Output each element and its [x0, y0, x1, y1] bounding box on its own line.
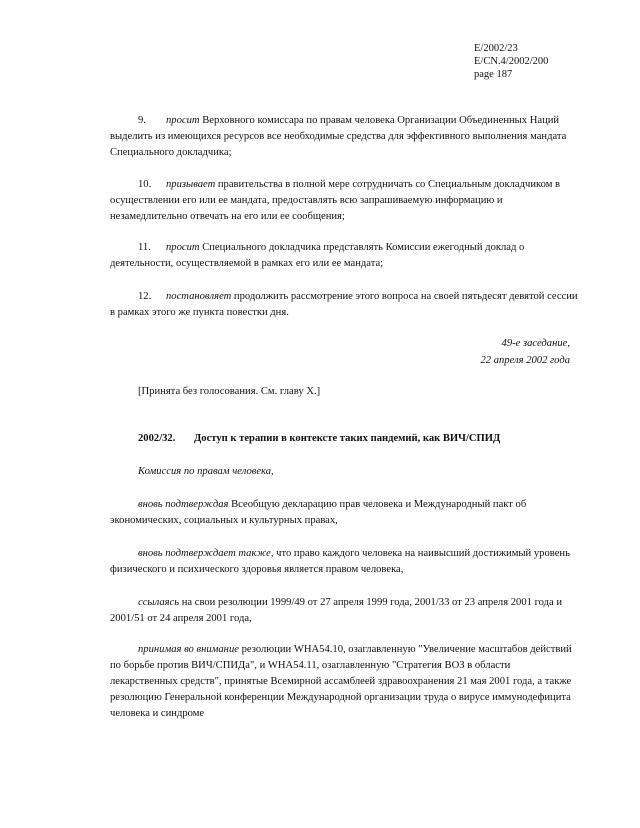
paragraph-text: Верховного комиссара по правам человека Организации Объединенных Наций выделить из имеющихся ресурсов все необходимые средства для эффективного выполнения мандата Специального докладчика;: [110, 115, 567, 158]
operative-paragraph-9: [110, 113, 580, 161]
meeting-date: 22 апреля 2002 года: [480, 355, 570, 366]
preamble-text: резолюции WHA54.10, озаглавленную "Увеличение масштабов действий по борьбе против ВИЧ/СПИДа", и WHA54.11, озаглавленную "Стратегия ВОЗ в области лекарственных средств", принятые Всемирной ассамблеей здравоохранения 21 мая 2001 года, а также резолюцию Генеральной конференции Международной организации труда о вирусе иммунодефицита человека и синдроме: [110, 644, 572, 719]
paragraph-text: правительства в полной мере сотрудничать со Специальным докладчиком в осуществлении его или ее мандата, предоставлять всю запрашиваемую информацию и незамедлительно отвечать на его или ее сообщения;: [110, 179, 561, 222]
preamble-verb: принимая во внимание: [138, 644, 239, 655]
preamble-paragraph-1: [110, 497, 580, 529]
operative-paragraph-10: [110, 177, 580, 225]
operative-paragraph-12: [110, 289, 580, 321]
resolution-heading: Доступ к терапии в контексте таких пандемий, как ВИЧ/СПИД: [194, 433, 501, 444]
operative-paragraph-11: [110, 240, 580, 272]
doc-symbol-1: E/2002/23: [474, 43, 518, 54]
operative-verb: постановляет: [166, 291, 232, 302]
operative-verb: просит: [166, 242, 200, 253]
preamble-verb: вновь подтверждая: [138, 499, 229, 510]
page-number: page 187: [474, 69, 513, 80]
paragraph-number: 9.: [138, 115, 146, 126]
preamble-paragraph-4: [110, 642, 580, 722]
paragraph-text: Специального докладчика представлять Комиссии ежегодный доклад о деятельности, осуществляемой в рамках его или ее мандата;: [110, 242, 525, 269]
meeting-signature: [480, 335, 570, 369]
resolution-title: [138, 433, 500, 444]
preamble-paragraph-2: [110, 546, 580, 578]
operative-verb: призывает: [166, 179, 216, 190]
preamble-text: на свои резолюции 1999/49 от 27 апреля 1999 года, 2001/33 от 23 апреля 2001 года и 2001/51 от 24 апреля 2001 года,: [110, 597, 563, 624]
resolution-number: 2002/32.: [138, 433, 176, 444]
preamble-text: , что право каждого человека на наивысший достижимый уровень физического и психического здоровья является правом человека,: [110, 548, 570, 575]
paragraph-number: 12.: [138, 291, 152, 302]
preamble-verb: ссылаясь: [138, 597, 180, 608]
adoption-note: [Принята без голосования. См. главу X.]: [138, 386, 321, 397]
doc-symbol-2: E/CN.4/2002/200: [474, 56, 549, 67]
preamble-text: Всеобщую декларацию прав человека и Международный пакт об экономических, социальных и культурных правах,: [110, 499, 527, 526]
preamble-verb: вновь подтверждает также: [138, 548, 271, 559]
preamble-paragraph-3: [110, 595, 580, 627]
paragraph-number: 11.: [138, 242, 151, 253]
meeting-number: 49-е заседание,: [501, 338, 570, 349]
commission-line: Комиссия по правам человека,: [138, 466, 274, 477]
paragraph-text: продолжить рассмотрение этого вопроса на своей пятьдесят девятой сессии в рамках этого же пункта повестки дня.: [110, 291, 578, 318]
operative-verb: просит: [166, 115, 200, 126]
paragraph-number: 10.: [138, 179, 152, 190]
document-header: [474, 42, 548, 81]
